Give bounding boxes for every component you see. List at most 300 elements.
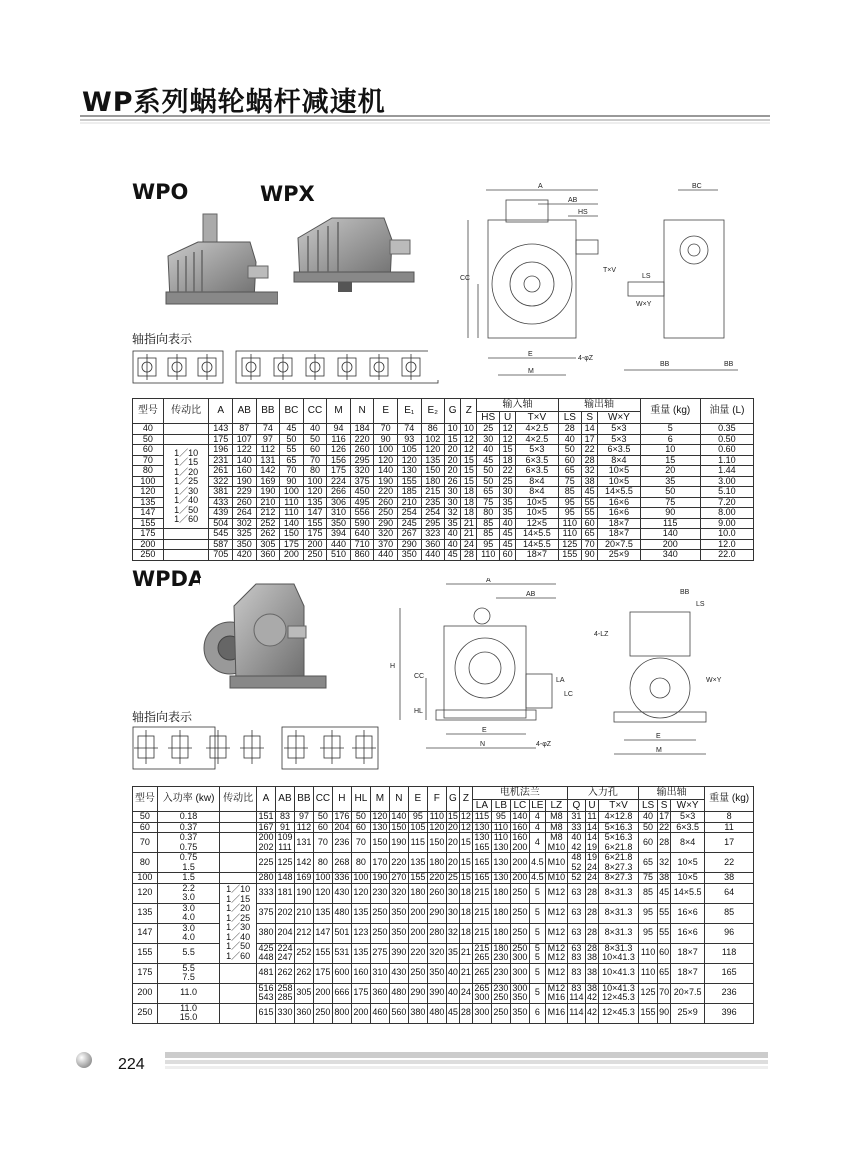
table-row (133, 434, 754, 445)
weight-cell: 165 (705, 963, 754, 983)
svg-text:N: N (480, 741, 486, 748)
table-header-cell: CC (303, 399, 327, 424)
table-header-cell: LA (472, 800, 491, 812)
table-cell: 94 (327, 424, 351, 435)
table-cell: 147 (313, 923, 332, 943)
table-cell: 15 (461, 466, 477, 477)
model-cell: 250 (133, 550, 164, 561)
table-cell: 105 (397, 445, 421, 456)
weight-cell: 64 (705, 883, 754, 903)
table-cell: 28 (585, 883, 598, 903)
table-cell: 83 (275, 812, 294, 823)
table-cell: 150 (280, 529, 304, 540)
svg-text:BB: BB (660, 361, 670, 368)
table-cell: 4 (529, 812, 545, 823)
table-cell: 320 (374, 529, 398, 540)
table-cell: 200 (408, 903, 427, 923)
table-cell: 70 (351, 833, 370, 853)
power-cell: 3.0 4.0 (157, 923, 219, 943)
table-cell: 169 (296, 872, 312, 882)
table-cell: 38 42 (587, 982, 598, 1002)
table-cell: 135 (408, 853, 427, 873)
svg-text:CC: CC (414, 673, 425, 680)
table-header-cell: U (585, 800, 598, 812)
model-label-wpo: WPO (132, 180, 189, 204)
wpo-photo (158, 212, 278, 310)
weight-cell: 17 (705, 833, 754, 853)
table-cell: 50 (640, 487, 700, 498)
table-header-cell: S (658, 800, 671, 812)
table-cell: 55 (582, 497, 598, 508)
table-cell: 220 (408, 943, 427, 963)
table-cell: 52 (567, 873, 585, 884)
table-cell: 275 (370, 943, 389, 963)
table-cell: 102 (421, 434, 445, 445)
table-cell: 63 83 (567, 943, 585, 963)
table-cell: 236 (332, 833, 351, 853)
table-cell: 290 (374, 518, 398, 529)
table-cell: 6×21.8 8×27.3 (599, 853, 639, 873)
table-cell: 42 (585, 1003, 598, 1023)
table-row (133, 497, 754, 508)
table-cell: 12 (460, 821, 471, 832)
table-cell: 333 (256, 883, 275, 903)
table-cell: M8 (545, 812, 567, 823)
table-cell: 323 (421, 529, 445, 540)
table-cell: 267 (397, 529, 421, 540)
table-cell: 231 (209, 455, 233, 466)
table-cell: 220 (429, 872, 445, 882)
table-cell: 495 (350, 497, 374, 508)
table-cell: 18 (500, 455, 516, 466)
table-header-cell: W×Y (671, 800, 705, 812)
table-cell: 140 (280, 518, 304, 529)
table-cell: 4×2.5 (516, 434, 558, 445)
table-cell: 110 (491, 822, 510, 833)
table-row (133, 812, 754, 823)
table-cell: 200 (408, 923, 427, 943)
table-cell: 481 (256, 963, 275, 983)
weight-cell: 85 (705, 903, 754, 923)
table-cell: 120 (303, 487, 327, 498)
table-cell: 38 (659, 872, 670, 882)
power-cell: 5.5 (157, 943, 219, 963)
table-cell: 1.44 (700, 466, 753, 477)
table-cell: 306 (327, 497, 351, 508)
table-cell: 381 (209, 487, 233, 498)
table-header-cell: LB (491, 800, 510, 812)
weight-cell: 22 (705, 853, 754, 873)
table-header-cell: BB (256, 399, 280, 424)
table-cell: 14×5.5 (516, 529, 558, 540)
table-cell: 48 52 (567, 853, 585, 873)
table-cell: 190 (294, 883, 313, 903)
table-cell: 32 (582, 466, 598, 477)
table-cell: 185 (397, 487, 421, 498)
table-cell: 40 (500, 518, 516, 529)
table-cell: 135 (313, 903, 332, 923)
table-cell: 30 (500, 487, 516, 498)
table-cell: 260 (374, 497, 398, 508)
table-cell: 336 (334, 872, 350, 882)
table-cell: 8×4 (516, 487, 558, 498)
table-cell: 28 (461, 550, 477, 561)
table-cell: 12×5 (516, 518, 558, 529)
table-cell: 290 (397, 539, 421, 550)
svg-text:HS: HS (578, 209, 588, 216)
ratio-cell (220, 1003, 257, 1023)
table-cell: 250 (408, 963, 427, 983)
table-row (133, 833, 754, 853)
table-cell: 130 (491, 853, 510, 873)
table-cell: 151 (258, 811, 274, 821)
table-cell: 360 (256, 550, 280, 561)
table-cell: 250 (370, 923, 389, 943)
model-cell: 155 (133, 518, 164, 529)
table-cell: 180 (408, 883, 427, 903)
table-row (133, 487, 754, 498)
table-cell: 9.00 (700, 518, 753, 529)
table-cell: 4.5 (531, 872, 544, 882)
table-header-cell: U (500, 412, 516, 424)
table-row (133, 822, 754, 833)
table-cell: 140 (374, 466, 398, 477)
table-cell: 156 (327, 455, 351, 466)
table-header-cell: S (582, 412, 598, 424)
model-cell: 135 (133, 903, 158, 923)
table-cell: 290 (427, 903, 446, 923)
table-cell: 190 (389, 833, 408, 853)
table-cell: 480 (332, 903, 351, 923)
table-cell: 95 (558, 497, 582, 508)
table-cell: 50 (639, 822, 658, 833)
table-cell: 170 (370, 853, 389, 873)
svg-text:AB: AB (568, 197, 578, 204)
table-cell: 18 (459, 923, 472, 943)
table-cell: 125 (558, 539, 582, 550)
table-cell: 10 (640, 445, 700, 456)
table-cell: 32 (445, 508, 461, 519)
table-header-cell: 电机法兰 (472, 787, 567, 800)
model-cell: 100 (133, 873, 158, 884)
table-cell: M12 (545, 923, 567, 943)
table-cell: 15 (461, 476, 477, 487)
table-cell: 18 (461, 487, 477, 498)
table-cell: 24 (461, 539, 477, 550)
table-cell: 21 (459, 943, 472, 963)
table-cell: 25 (477, 424, 500, 435)
svg-text:CC: CC (460, 275, 471, 282)
table-cell: 28 (585, 903, 598, 923)
svg-text:LC: LC (564, 691, 573, 698)
table-cell: 130 165 (474, 832, 490, 852)
table-cell: 131 (294, 833, 313, 853)
power-cell: 11.0 (157, 983, 219, 1003)
table-header-cell: F (427, 787, 446, 812)
svg-text:4-φZ: 4-φZ (578, 355, 594, 362)
table-cell: 710 (350, 539, 374, 550)
table-header-cell: 入功率 (kw) (157, 787, 219, 812)
table-cell: 180 230 (493, 942, 509, 962)
table-cell: 250 (510, 923, 529, 943)
table-cell: 123 (351, 923, 370, 943)
table-cell: 160 (233, 466, 257, 477)
table-cell: 5 (529, 923, 545, 943)
table-cell: 116 (327, 434, 351, 445)
table-cell: 95 (558, 508, 582, 519)
table-cell: 18 (461, 508, 477, 519)
axis-direction-label-2: 轴指向表示 (132, 710, 193, 724)
table-cell: 433 (209, 497, 233, 508)
table-cell: 130 (474, 821, 490, 832)
axis-direction-label: 轴指向表示 (132, 332, 193, 346)
table-cell: 280 (427, 923, 446, 943)
weight-cell: 118 (705, 943, 754, 963)
table-cell: 40 (445, 539, 461, 550)
table-cell: 21 (461, 529, 477, 540)
table-cell: 75 (639, 873, 658, 884)
table-cell: 95 (639, 903, 658, 923)
table-cell: 6×3.5 (516, 466, 558, 477)
table-cell: 8×31.3 (599, 883, 639, 903)
table-cell: 18 (461, 497, 477, 508)
table-cell: 250 (510, 883, 529, 903)
table-cell: 18×7 (598, 518, 640, 529)
table-cell: 30 (477, 434, 500, 445)
table-cell: 135 (303, 497, 327, 508)
table-header-cell: 传动比 (220, 787, 257, 812)
table-cell: 16×6 (598, 497, 640, 508)
table-cell: 60 (582, 518, 598, 529)
table-cell: 63 (567, 903, 585, 923)
table-cell: M16 (545, 1003, 567, 1023)
table-cell: 19 24 (587, 852, 598, 872)
table-cell: 615 (256, 1003, 275, 1023)
table-cell: 180 (491, 923, 510, 943)
table-cell: 50 (477, 466, 500, 477)
table-cell: 224 247 (277, 942, 293, 962)
table-cell: 325 (233, 529, 257, 540)
ratio-cell: 1／10 1／15 1／20 1／25 1／30 1／40 1／50 1／60 (220, 883, 257, 963)
table-cell: 340 (640, 550, 700, 561)
table-row (133, 963, 754, 983)
table-cell: 531 (332, 943, 351, 963)
table-cell: 45 (445, 550, 461, 561)
table-cell: 45 (500, 539, 516, 550)
table-cell: 97 (256, 434, 280, 445)
svg-text:HL: HL (414, 708, 423, 715)
table-cell: 5 (529, 883, 545, 903)
table-cell: 35 (500, 508, 516, 519)
table-cell: 55 (280, 445, 304, 456)
table-cell: 21 (459, 963, 472, 983)
table-cell: 28 (558, 424, 582, 435)
table-cell: 110 (280, 497, 304, 508)
table-cell: 18 (459, 903, 472, 923)
table-header-cell: E (408, 787, 427, 812)
table-cell: 350 (389, 923, 408, 943)
ratio-cell (163, 529, 209, 540)
table-cell: 25 (500, 476, 516, 487)
table-cell: 8.00 (700, 508, 753, 519)
table-cell: 135 (351, 943, 370, 963)
table-cell: 200 (351, 1003, 370, 1023)
table-cell: 250 (374, 508, 398, 519)
weight-cell: 11 (705, 822, 754, 833)
table-cell: 65 (658, 963, 671, 983)
table-cell: 200 (280, 550, 304, 561)
svg-text:BC: BC (692, 183, 702, 190)
model-cell: 200 (133, 983, 158, 1003)
table-cell: 93 (397, 434, 421, 445)
table-cell: 85 (477, 518, 500, 529)
table-cell: 110 (639, 943, 658, 963)
table-cell: 38 (585, 963, 598, 983)
table-cell: 55 (658, 903, 671, 923)
power-cell: 0.37 (157, 822, 219, 833)
table-cell: 12 (500, 434, 516, 445)
table-cell: 360 (421, 539, 445, 550)
ratio-cell (163, 424, 209, 435)
table-cell: 140 (391, 811, 407, 821)
table-row (133, 539, 754, 550)
table-cell: 70 (313, 833, 332, 853)
table-row (133, 508, 754, 519)
table-cell: 25×9 (671, 1003, 705, 1023)
svg-text:BB: BB (724, 361, 734, 368)
table-cell: 215 (472, 923, 491, 943)
table-cell: 100 (353, 872, 369, 882)
table-cell: 28 (658, 833, 671, 853)
table-cell: 250 (491, 1003, 510, 1023)
table-cell: 230 (491, 963, 510, 983)
power-cell: 1.5 (157, 873, 219, 884)
table-cell: 600 (332, 963, 351, 983)
table-cell: 120 (374, 455, 398, 466)
table-header-cell: E₂ (421, 399, 445, 424)
table-cell: 190 (233, 476, 257, 487)
table-cell: 10×5 (671, 853, 705, 873)
table-cell: 18 (459, 883, 472, 903)
table-cell: 40 (639, 812, 658, 823)
table-row (133, 853, 754, 873)
table-cell: M8 (545, 822, 567, 833)
table-cell: 109 111 (277, 832, 293, 852)
table-cell: 140 (233, 455, 257, 466)
weight-cell: 8 (705, 812, 754, 823)
model-label-wpx: WPX (260, 182, 315, 206)
power-cell: 3.0 4.0 (157, 903, 219, 923)
table-cell: 85 (477, 529, 500, 540)
table-cell: 266 (327, 487, 351, 498)
table-cell: 60 (558, 455, 582, 466)
table-cell: 126 (327, 445, 351, 456)
table-cell: 360 (370, 983, 389, 1003)
table-header-cell: G (446, 787, 459, 812)
svg-text:W×Y: W×Y (706, 677, 722, 684)
ratio-cell: 1／10 1／15 1／20 1／25 1／30 1／40 1／50 1／60 (163, 445, 209, 529)
table-cell: 5.10 (700, 487, 753, 498)
table-cell: 60 (639, 833, 658, 853)
table-header-cell: A (209, 399, 233, 424)
table-cell: 80 (477, 508, 500, 519)
table-header-cell: N (350, 399, 374, 424)
table-cell: 165 (474, 872, 490, 882)
table-cell: 135 (351, 903, 370, 923)
table-cell: 112 (256, 445, 280, 456)
table-header-cell: AB (233, 399, 257, 424)
table-cell: 15 (640, 455, 700, 466)
table-cell: 175 (209, 434, 233, 445)
table-cell: 430 (389, 963, 408, 983)
table-cell: M12 (545, 883, 567, 903)
table-cell: 63 (567, 923, 585, 943)
wpo-dimension-drawing (428, 180, 758, 380)
table-cell: 14 19 (587, 832, 598, 852)
table-header-cell: Q (567, 800, 585, 812)
table-cell: 91 (275, 822, 294, 833)
table-header-cell: M (327, 399, 351, 424)
table-cell: 15 (459, 833, 472, 853)
weight-cell: 96 (705, 923, 754, 943)
table-cell: 155 (303, 518, 327, 529)
table-header-cell: 输出轴 (558, 399, 640, 412)
table-cell: 114 (567, 1003, 585, 1023)
table-header-cell: 重量 (kg) (640, 399, 700, 424)
model-cell: 70 (133, 455, 164, 466)
svg-text:4-LZ: 4-LZ (594, 631, 609, 638)
table-cell: 50 (303, 434, 327, 445)
table-cell: 40 (303, 424, 327, 435)
table-cell: 190 (256, 487, 280, 498)
table-cell: 135 (421, 455, 445, 466)
table-row (133, 424, 754, 435)
table-cell: 5×3 (516, 445, 558, 456)
table-cell: 6 (640, 434, 700, 445)
table-cell: 5 (640, 424, 700, 435)
table-cell: 200 (640, 539, 700, 550)
table-cell: 122 (233, 445, 257, 456)
table-cell: 322 (209, 476, 233, 487)
table-cell: 200 (510, 853, 529, 873)
power-cell: 2.2 3.0 (157, 883, 219, 903)
table-cell: 20 (445, 455, 461, 466)
table-cell: 28 (582, 455, 598, 466)
table-cell: 425 448 (258, 942, 274, 962)
ratio-cell (220, 873, 257, 884)
table-cell: 15 (500, 445, 516, 456)
table-cell: 155 (313, 943, 332, 963)
table-cell: 510 (327, 550, 351, 561)
wpda-dimension-drawing (386, 578, 730, 762)
table-cell: 8×4 (671, 833, 705, 853)
table-cell: 390 (389, 943, 408, 963)
model-cell: 80 (133, 853, 158, 873)
table-cell: 200 (512, 872, 528, 882)
table-header-cell: 型号 (133, 399, 164, 424)
model-cell: 100 (133, 476, 164, 487)
table-cell: 302 (233, 518, 257, 529)
table-cell: 65 (477, 487, 500, 498)
table-cell: 32 (658, 853, 671, 873)
table-cell: 110 (477, 550, 500, 561)
table-cell: 370 (374, 539, 398, 550)
table-cell: 155 (410, 872, 426, 882)
table-cell: 18×7 (598, 529, 640, 540)
table-cell: 260 (427, 883, 446, 903)
table-cell: 20 (446, 833, 459, 853)
table-cell: 5 (529, 903, 545, 923)
